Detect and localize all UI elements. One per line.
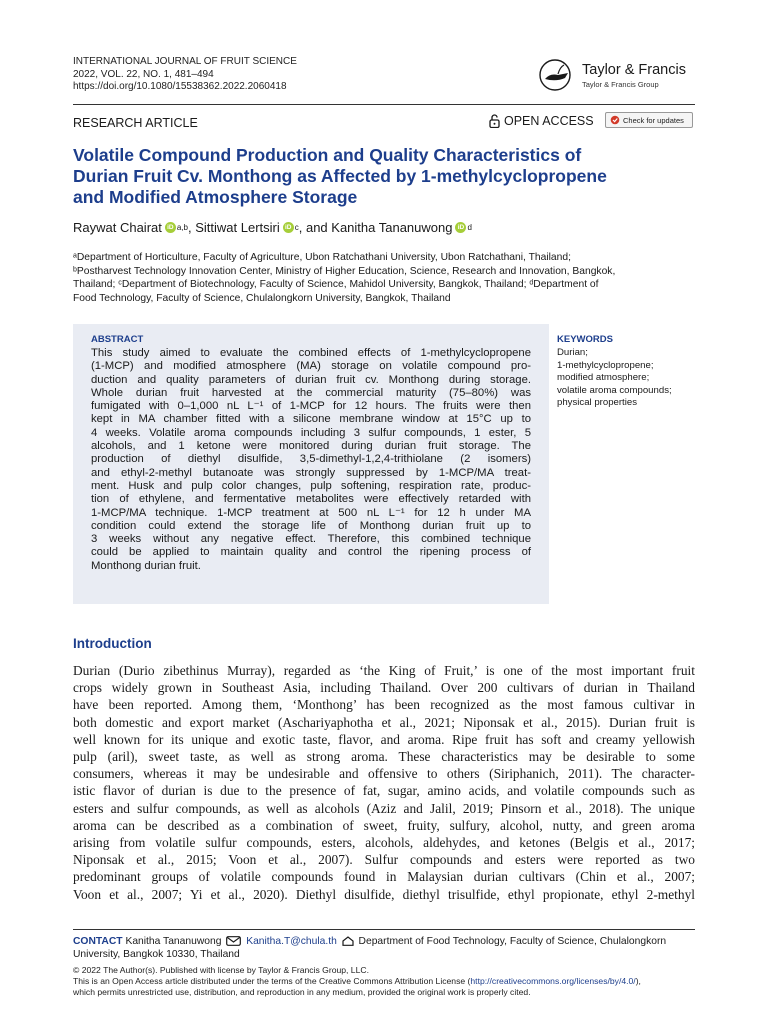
open-access-badge	[489, 114, 594, 128]
email-icon	[226, 936, 241, 946]
introduction-line: arising from volatile sulfur compounds, esters, alcohols, aldehydes, and ketones (Belgis et al., 2017;	[73, 835, 695, 851]
title-line: Volatile Compound Production and Quality Characteristics of	[73, 145, 582, 165]
introduction-line: consumers, whereas it may be undesirable and offensive to others (Siriphanich, 2011). The character-	[73, 766, 695, 782]
abstract-line: 1-MCP/MA technique. 1-MCP treatment at 500 nL L⁻¹ for 12 h under MA	[91, 506, 531, 519]
contact-rule	[73, 929, 695, 930]
author-affil-sup: d	[467, 223, 472, 232]
affiliation-line: ᵇPostharvest Technology Innovation Center, Ministry of Higher Education, Science, Research and Innovation, Bangkok,	[73, 265, 616, 277]
abstract-line: condition could extend the storage life of Monthong durian fruit up to	[91, 519, 531, 532]
abstract-line: fumigated with 0–1,000 nL L⁻¹ of 1-MCP for 12 hours. The fruits were then	[91, 400, 531, 413]
orcid-icon[interactable]: iD	[165, 222, 176, 233]
lamp-icon	[538, 58, 578, 92]
abstract-line: 4 weeks. Volatile aroma compounds including 3 sulfur compounds, 1 ester, 5	[91, 426, 531, 439]
publisher-name: Taylor & Francis	[582, 62, 686, 78]
author-affil-sup: a,b	[176, 223, 188, 232]
orcid-icon[interactable]: iD	[455, 222, 466, 233]
check-updates-label: Check for updates	[623, 115, 684, 125]
author-name: Raywat Chairat	[73, 220, 162, 235]
keyword-item: physical properties	[557, 397, 637, 408]
journal-doi[interactable]: https://doi.org/10.1080/15538362.2022.2060418	[73, 81, 287, 92]
abstract-line: kept in MA chamber fitted with a silicone membrane window at 15°C up to	[91, 413, 531, 426]
journal-volume: 2022, VOL. 22, NO. 1, 481–494	[73, 68, 214, 80]
introduction-line: both domestic and export market (Aschariyaphotha et al., 2021; Niponsak et al., 2015). Durian fruit is	[73, 714, 695, 730]
orcid-icon[interactable]: iD	[283, 222, 294, 233]
check-updates-icon	[610, 115, 620, 125]
contact-name: Kanitha Tananuwong	[125, 936, 222, 947]
abstract-line: Monthong durian fruit.	[91, 559, 201, 572]
introduction-line: Durian (Durio zibethinus Murray), regarded as ‘the King of Fruit,’ is one of the most important fruit	[73, 663, 695, 678]
author-name: , and Kanitha Tananuwong	[298, 220, 453, 235]
license-footer	[73, 965, 695, 998]
abstract-line: could be applied to maintain quality and control the ripening process of	[91, 546, 531, 559]
introduction-line: well known for its unique and exotic taste, flavor, and aroma. Ripe fruit has soft and creamy yellowish	[73, 731, 695, 747]
keyword-item: modified atmosphere;	[557, 372, 650, 383]
open-access-label: OPEN ACCESS	[504, 114, 594, 128]
keywords-heading: KEYWORDS	[557, 334, 613, 345]
article-type: RESEARCH ARTICLE	[73, 116, 198, 130]
contact-address: Department of Food Technology, Faculty of Science, Chulalongkorn	[358, 936, 667, 947]
author-list	[73, 220, 472, 235]
keyword-item: Durian;	[557, 347, 588, 358]
header-rule	[73, 104, 695, 105]
introduction-line: Voon et al., 2007; Yi et al., 2020). Diethyl disulfide, diethyl trisulfide, ethyl propionate, ethyl 2-methyl	[73, 886, 695, 902]
copyright-line: © 2022 The Author(s). Published with license by Taylor & Francis Group, LLC.	[73, 965, 369, 975]
abstract-box	[73, 324, 549, 604]
license-text-end: ),	[635, 976, 641, 986]
abstract-line: Whole durian fruit harvested at the commercial maturity (75–80%) was	[91, 386, 531, 399]
affiliation-line: Food Technology, Faculty of Science, Chulalongkorn University, Bangkok, Thailand	[73, 292, 451, 304]
article-title	[73, 145, 695, 208]
keyword-item: volatile aroma compounds;	[557, 384, 672, 396]
contact-label: CONTACT	[73, 936, 123, 947]
abstract-line: ment. Husk and pulp color changes, pulp softening, respiration rate, produc-	[91, 479, 531, 492]
introduction-line: pulp (aril), sweet taste, as well as strong aroma. These characteristics may be desirable to some	[73, 749, 695, 765]
introduction-line: crops widely grown in Southeast Asia, including Thailand. Over 200 cultivars of durian in Thailand	[73, 680, 695, 696]
keyword-item: 1-methylcyclopropene;	[557, 359, 654, 371]
abstract-line: and ethyl-2-methyl butanoate was strongly suppressed by 1-MCP/MA treat-	[91, 466, 531, 479]
abstract-body	[91, 347, 531, 573]
abstract-line: duction and quality parameters of durian fruit cv. Monthong during storage.	[91, 373, 531, 386]
author-affil-sup: c	[294, 223, 299, 232]
license-link[interactable]: http://creativecommons.org/licenses/by/4.0/	[470, 976, 636, 986]
license-line-2: which permits unrestricted use, distribution, and reproduction in any medium, provided the original work is properly cited.	[73, 987, 531, 997]
abstract-heading: ABSTRACT	[91, 334, 144, 345]
journal-name: INTERNATIONAL JOURNAL OF FRUIT SCIENCE	[73, 56, 297, 67]
abstract-line: This study aimed to evaluate the combined effects of 1-methylcyclopropene	[91, 347, 531, 359]
introduction-heading: Introduction	[73, 636, 152, 651]
open-lock-icon	[489, 114, 500, 128]
title-line: Durian Fruit Cv. Monthong as Affected by 1-methylcyclopropene	[73, 166, 607, 186]
introduction-line: istic flavor of durian is due to the presence of fat, sugar, amino acids, and volatile compounds such as	[73, 783, 695, 799]
introduction-line: esters and sulfur compounds, as well as alcohols (Aziz and Jalil, 2019; Pinsorn et al., 2018). The unique	[73, 800, 695, 816]
license-text: This is an Open Access article distributed under the terms of the Creative Commons Attribution License (	[73, 976, 471, 986]
abstract-line: 3 weeks without any negative effect. Therefore, this combined technique	[91, 533, 531, 546]
publisher-logo	[538, 58, 698, 92]
introduction-line: aroma can be described as a combination of sweet, fruity, sulfury, alcohol, nutty, and green aroma	[73, 817, 695, 833]
introduction-line: Niponsak et al., 2015; Voon et al., 2007). Sulfur compounds and esters were reported as two	[73, 852, 695, 868]
contact-block	[73, 935, 695, 961]
keywords-list	[557, 347, 672, 410]
affiliations	[73, 251, 695, 305]
publisher-group: Taylor & Francis Group	[582, 80, 659, 89]
introduction-line: predominant groups of volatile compounds found in Malaysian durian cultivars (Chin et al., 2007;	[73, 869, 695, 885]
address-icon	[342, 936, 354, 946]
author-name: , Sittiwat Lertsiri	[188, 220, 280, 235]
title-line: and Modified Atmosphere Storage	[73, 187, 358, 207]
abstract-line: tion of ethylene, and fermentative metabolites were effectively retarded with	[91, 493, 531, 506]
abstract-line: alcohols, and 1 ketone were monitored during durian fruit storage. The	[91, 440, 531, 453]
contact-address-cont: University, Bangkok 10330, Thailand	[73, 949, 240, 960]
abstract-line: production of diethyl disulfide, 3,5-dimethyl-1,2,4-trithiolane (2 isomers)	[91, 453, 531, 466]
journal-info	[73, 56, 297, 94]
introduction-line: have been reported. Among them, ‘Monthong’ has been recognized as the most famous cultivar in	[73, 697, 695, 713]
introduction-body	[73, 662, 695, 903]
affiliation-line: ᵃDepartment of Horticulture, Faculty of Agriculture, Ubon Ratchathani University, Ubon Ratchathani, Thailand;	[73, 252, 571, 263]
contact-email-link[interactable]: Kanitha.T@chula.th	[246, 936, 337, 947]
abstract-line: (1-MCP) and modified atmosphere (MA) storage on volatile compound pro-	[91, 360, 531, 373]
affiliation-line: Thailand; ᶜDepartment of Biotechnology, Faculty of Science, Mahidol University, Bangkok, Thailand; ᵈDepartment of	[73, 279, 599, 290]
check-for-updates-button[interactable]	[605, 112, 693, 128]
